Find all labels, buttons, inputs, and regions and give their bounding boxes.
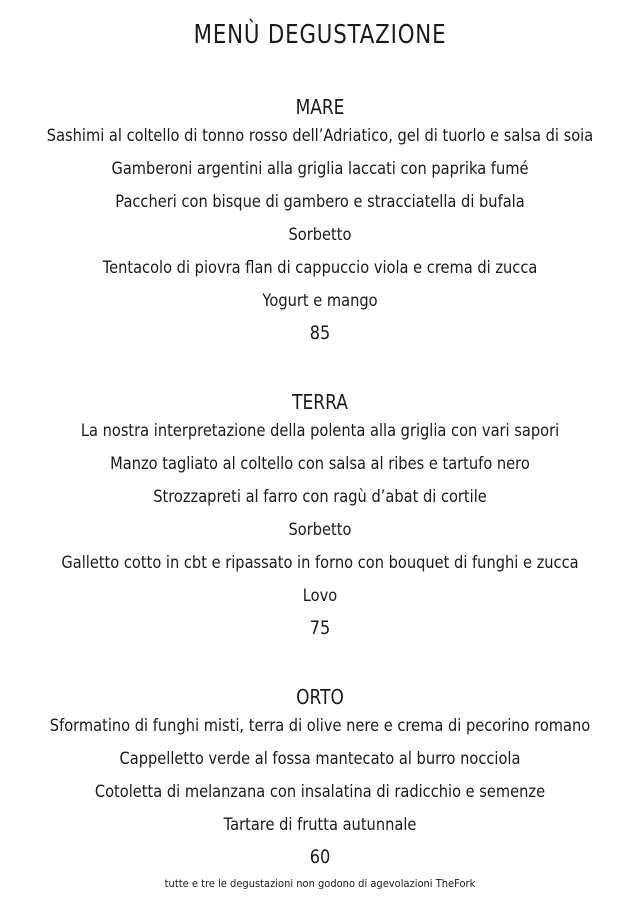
- menu-title: MENÙ DEGUSTAZIONE: [193, 20, 447, 50]
- section-price: 75: [309, 617, 331, 639]
- dish-item: Sorbetto: [288, 520, 352, 540]
- dish-item: La nostra interpretazione della polenta alla griglia con vari sapori: [80, 421, 560, 441]
- section-price: 85: [309, 322, 331, 344]
- dish-item: Sformatino di funghi misti, terra di olive nere e crema di pecorino romano: [49, 716, 591, 736]
- dish-list: [0, 415, 640, 613]
- dish-item: Manzo tagliato al coltello con salsa al ribes e tartufo nero: [110, 454, 530, 474]
- dish-list: [0, 710, 640, 842]
- dish-item: Sorbetto: [288, 225, 352, 245]
- dish-item: Yogurt e mango: [262, 291, 378, 311]
- dish-item: Tentacolo di piovra flan di cappuccio viola e crema di zucca: [102, 258, 538, 278]
- dish-list: [0, 120, 640, 318]
- dish-item: Strozzapreti al farro con ragù d’abat di cortile: [153, 487, 487, 507]
- section-orto: [0, 684, 640, 872]
- dish-item: Lovo: [302, 586, 338, 606]
- dish-item: Sashimi al coltello di tonno rosso dell’Adriatico, gel di tuorlo e salsa di soia: [46, 126, 594, 146]
- section-title: TERRA: [292, 390, 348, 414]
- dish-item: Galletto cotto in cbt e ripassato in forno con bouquet di funghi e zucca: [61, 553, 579, 573]
- section-title: ORTO: [296, 685, 344, 709]
- footer-note: tutte e tre le degustazioni non godono di agevolazioni TheFork: [164, 877, 476, 890]
- dish-item: Cotoletta di melanzana con insalatina di radicchio e semenze: [94, 782, 546, 802]
- dish-item: Gamberoni argentini alla griglia laccati con paprika fumé: [111, 159, 529, 179]
- dish-item: Tartare di frutta autunnale: [223, 815, 417, 835]
- section-title: MARE: [295, 95, 345, 119]
- dish-item: Paccheri con bisque di gambero e stracciatella di bufala: [115, 192, 525, 212]
- section-mare: [0, 94, 640, 348]
- section-terra: [0, 389, 640, 643]
- section-price: 60: [309, 846, 331, 868]
- dish-item: Cappelletto verde al fossa mantecato al burro nocciola: [119, 749, 521, 769]
